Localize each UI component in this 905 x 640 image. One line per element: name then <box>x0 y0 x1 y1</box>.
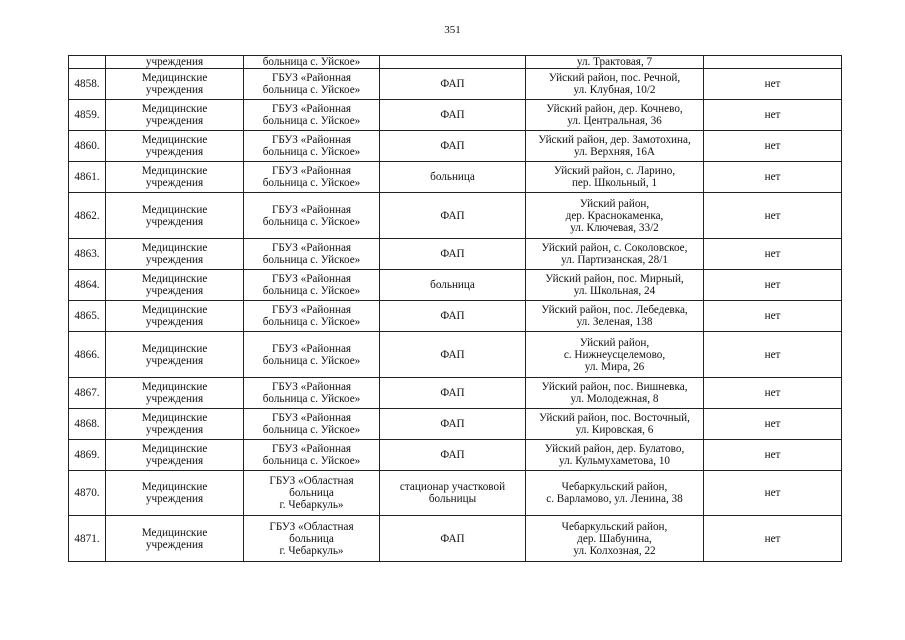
table-row <box>69 100 842 131</box>
table-row <box>69 409 842 440</box>
cell-line: учреждения <box>145 215 204 228</box>
cell-line: больница с. Уйское» <box>262 177 361 189</box>
cell-line: Уйский район, с. Соколовское, <box>541 242 688 254</box>
cell-number: 4860. <box>69 131 106 162</box>
cell-line: ФАП <box>440 449 465 461</box>
cell-line: ул. Ключевая, 33/2 <box>570 221 659 234</box>
cell-line: Медицинские <box>141 273 208 285</box>
cell-organization <box>244 193 380 239</box>
table-row <box>69 239 842 270</box>
cell-line: ул. Центральная, 36 <box>567 115 662 127</box>
cell-organization <box>244 409 380 440</box>
cell-line: ФАП <box>440 109 465 121</box>
cell-facility-kind <box>380 409 526 440</box>
cell-line: нет <box>764 171 781 183</box>
cell-number: 4865. <box>69 301 106 332</box>
cell-facility-kind <box>380 471 526 516</box>
cell-line: ГБУЗ «Областная <box>269 520 354 533</box>
table-row <box>69 270 842 301</box>
cell-facility-kind <box>380 162 526 193</box>
cell-organization <box>244 516 380 562</box>
cell-line: Медицинские <box>141 242 208 254</box>
cell-address <box>526 270 704 301</box>
cell-address <box>526 301 704 332</box>
cell-line: учреждения <box>145 84 204 96</box>
cell-type <box>106 516 244 562</box>
cell-line: ГБУЗ «Районная <box>271 342 352 355</box>
cell-address <box>526 516 704 562</box>
cell-organization <box>244 239 380 270</box>
cell-line: больница с. Уйское» <box>262 215 361 228</box>
cell-line: нет <box>764 279 781 291</box>
cell-address <box>526 471 704 516</box>
cell-line: больница с. Уйское» <box>262 56 361 68</box>
cell-type <box>106 409 244 440</box>
cell-note <box>704 131 842 162</box>
cell-line: учреждения <box>145 115 204 127</box>
cell-type <box>106 56 244 69</box>
cell-organization <box>244 131 380 162</box>
cell-line: ул. Зеленая, 138 <box>576 316 653 328</box>
cell-organization <box>244 332 380 378</box>
cell-number: 4870. <box>69 471 106 516</box>
cell-facility-kind <box>380 239 526 270</box>
table-row <box>69 131 842 162</box>
cell-line: больница с. Уйское» <box>262 146 361 158</box>
cell-line: ГБУЗ «Районная <box>271 242 352 254</box>
registry-table-body <box>69 56 842 562</box>
table-row <box>69 471 842 516</box>
cell-line: учреждения <box>145 393 204 405</box>
cell-line: ФАП <box>440 140 465 152</box>
cell-address <box>526 239 704 270</box>
table-row <box>69 516 842 562</box>
cell-facility-kind <box>380 131 526 162</box>
cell-line: ФАП <box>440 532 465 545</box>
cell-note <box>704 471 842 516</box>
cell-line: нет <box>764 449 781 461</box>
cell-line: Медицинские <box>141 72 208 84</box>
cell-type <box>106 440 244 471</box>
table-row <box>69 378 842 409</box>
cell-line: больница с. Уйское» <box>262 285 361 297</box>
cell-organization <box>244 69 380 100</box>
cell-organization <box>244 301 380 332</box>
cell-line: Чебаркульский район, <box>561 481 668 493</box>
cell-type <box>106 378 244 409</box>
cell-line: учреждения <box>145 316 204 328</box>
cell-line: ГБУЗ «Районная <box>271 134 352 146</box>
cell-line: Медицинские <box>141 134 208 146</box>
cell-line: больница с. Уйское» <box>262 424 361 436</box>
cell-line: Медицинские <box>141 412 208 424</box>
cell-line: Уйский район, дер. Булатово, <box>544 443 685 455</box>
cell-line: больница с. Уйское» <box>262 254 361 266</box>
cell-number: 4861. <box>69 162 106 193</box>
table-row <box>69 69 842 100</box>
table-row <box>69 332 842 378</box>
cell-line: ФАП <box>440 348 465 361</box>
cell-facility-kind <box>380 56 526 69</box>
cell-line: больница с. Уйское» <box>262 455 361 467</box>
cell-line: учреждения <box>145 538 204 551</box>
registry-table <box>68 55 842 562</box>
cell-line: нет <box>764 532 781 545</box>
cell-facility-kind <box>380 69 526 100</box>
cell-note <box>704 270 842 301</box>
cell-address <box>526 56 704 69</box>
cell-facility-kind <box>380 100 526 131</box>
cell-line: ул. Партизанская, 28/1 <box>561 254 668 266</box>
cell-line: нет <box>764 387 781 399</box>
table-row <box>69 193 842 239</box>
cell-organization <box>244 162 380 193</box>
cell-line: Медицинские <box>141 481 208 493</box>
cell-note <box>704 516 842 562</box>
cell-number: 4868. <box>69 409 106 440</box>
cell-line: Уйский район, дер. Замотохина, <box>538 134 691 146</box>
cell-number: 4859. <box>69 100 106 131</box>
cell-number: 4863. <box>69 239 106 270</box>
cell-number: 4858. <box>69 69 106 100</box>
cell-line: ГБУЗ «Районная <box>271 381 352 393</box>
cell-line: г. Чебаркуль» <box>279 499 344 511</box>
cell-line: ул. Трактовая, 7 <box>576 56 653 68</box>
cell-organization <box>244 440 380 471</box>
cell-number: 4866. <box>69 332 106 378</box>
cell-line: больница <box>430 279 475 291</box>
table-row <box>69 162 842 193</box>
cell-note <box>704 100 842 131</box>
cell-address <box>526 409 704 440</box>
cell-line: учреждения <box>145 493 204 505</box>
cell-address <box>526 378 704 409</box>
cell-line: ФАП <box>440 310 465 322</box>
page-number: 351 <box>444 24 461 36</box>
cell-line: ул. Молодежная, 8 <box>570 393 659 405</box>
cell-line: ГБУЗ «Районная <box>271 103 352 115</box>
cell-line: Медицинские <box>141 443 208 455</box>
cell-line: Медицинские <box>141 304 208 316</box>
cell-line: ФАП <box>440 387 465 399</box>
cell-note <box>704 440 842 471</box>
cell-line: стационар участковой <box>399 481 506 493</box>
cell-line: ГБУЗ «Районная <box>271 273 352 285</box>
cell-number <box>69 56 106 69</box>
table-row <box>69 301 842 332</box>
cell-organization <box>244 56 380 69</box>
cell-address <box>526 131 704 162</box>
cell-facility-kind <box>380 193 526 239</box>
cell-type <box>106 193 244 239</box>
cell-line: Чебаркульский район, <box>561 520 668 533</box>
cell-organization <box>244 471 380 516</box>
cell-line: ГБУЗ «Районная <box>271 412 352 424</box>
cell-line: пер. Школьный, 1 <box>571 177 658 189</box>
cell-address <box>526 100 704 131</box>
cell-organization <box>244 100 380 131</box>
cell-type <box>106 239 244 270</box>
cell-line: учреждения <box>145 285 204 297</box>
cell-line: Уйский район, дер. Кочнево, <box>546 103 683 115</box>
cell-line: Медицинские <box>141 103 208 115</box>
cell-line: учреждения <box>145 254 204 266</box>
cell-line: Уйский район, <box>579 197 650 210</box>
cell-line: с. Варламово, ул. Ленина, 38 <box>546 493 683 505</box>
cell-line: Медицинские <box>141 203 208 216</box>
cell-number: 4867. <box>69 378 106 409</box>
cell-type <box>106 332 244 378</box>
cell-note <box>704 378 842 409</box>
cell-line: ул. Клубная, 10/2 <box>573 84 656 96</box>
table-row <box>69 56 842 69</box>
cell-note <box>704 239 842 270</box>
cell-line: учреждения <box>145 146 204 158</box>
cell-line: ул. Колхозная, 22 <box>573 544 656 557</box>
cell-note <box>704 56 842 69</box>
cell-line: нет <box>764 487 781 499</box>
cell-line: нет <box>764 140 781 152</box>
cell-line: г. Чебаркуль» <box>279 544 344 557</box>
cell-line: ГБУЗ «Районная <box>271 165 352 177</box>
cell-line: нет <box>764 348 781 361</box>
cell-line: больница <box>430 171 475 183</box>
cell-facility-kind <box>380 332 526 378</box>
cell-line: ГБУЗ «Областная <box>269 475 354 487</box>
cell-line: с. Нижнеусцелемово, <box>563 348 666 361</box>
cell-type <box>106 301 244 332</box>
cell-line: ФАП <box>440 78 465 90</box>
cell-facility-kind <box>380 440 526 471</box>
cell-line: Уйский район, пос. Речной, <box>548 72 681 84</box>
cell-line: ГБУЗ «Районная <box>271 304 352 316</box>
table-row <box>69 440 842 471</box>
cell-line: больница с. Уйское» <box>262 354 361 367</box>
cell-line: Уйский район, с. Ларино, <box>553 165 676 177</box>
cell-facility-kind <box>380 516 526 562</box>
cell-line: ул. Мира, 26 <box>584 360 645 373</box>
cell-address <box>526 193 704 239</box>
cell-line: нет <box>764 310 781 322</box>
cell-type <box>106 100 244 131</box>
cell-line: ФАП <box>440 418 465 430</box>
cell-line: нет <box>764 248 781 260</box>
cell-number: 4862. <box>69 193 106 239</box>
cell-line: Уйский район, <box>579 336 650 349</box>
cell-line: нет <box>764 209 781 222</box>
cell-line: учреждения <box>145 424 204 436</box>
cell-line: ул. Верхняя, 16А <box>573 146 656 158</box>
cell-note <box>704 409 842 440</box>
cell-line: нет <box>764 78 781 90</box>
cell-line: больница <box>289 532 334 545</box>
cell-organization <box>244 270 380 301</box>
cell-line: ФАП <box>440 209 465 222</box>
cell-line: ГБУЗ «Районная <box>271 203 352 216</box>
cell-line: больницы <box>428 493 477 505</box>
cell-note <box>704 332 842 378</box>
cell-line: больница с. Уйское» <box>262 393 361 405</box>
cell-note <box>704 69 842 100</box>
cell-line: ГБУЗ «Районная <box>271 72 352 84</box>
cell-note <box>704 193 842 239</box>
cell-type <box>106 471 244 516</box>
cell-line: ул. Кульмухаметова, 10 <box>558 455 671 467</box>
cell-facility-kind <box>380 270 526 301</box>
cell-address <box>526 69 704 100</box>
cell-note <box>704 301 842 332</box>
cell-line: учреждения <box>145 177 204 189</box>
cell-line: дер. Краснокаменка, <box>565 209 664 222</box>
cell-line: больница с. Уйское» <box>262 84 361 96</box>
cell-number: 4871. <box>69 516 106 562</box>
cell-facility-kind <box>380 378 526 409</box>
cell-line: дер. Шабунина, <box>577 532 652 545</box>
cell-number: 4869. <box>69 440 106 471</box>
cell-line: Медицинские <box>141 381 208 393</box>
cell-line: учреждения <box>145 354 204 367</box>
cell-organization <box>244 378 380 409</box>
cell-line: нет <box>764 109 781 121</box>
cell-line: ФАП <box>440 248 465 260</box>
cell-line: ул. Кировская, 6 <box>575 424 654 436</box>
cell-line: нет <box>764 418 781 430</box>
cell-type <box>106 69 244 100</box>
cell-type <box>106 162 244 193</box>
cell-note <box>704 162 842 193</box>
cell-line: Уйский район, пос. Лебедевка, <box>541 304 688 316</box>
cell-line: учреждения <box>145 56 204 68</box>
cell-line: Медицинские <box>141 526 208 539</box>
cell-number: 4864. <box>69 270 106 301</box>
cell-line: больница <box>289 487 334 499</box>
cell-type <box>106 270 244 301</box>
cell-line: больница с. Уйское» <box>262 316 361 328</box>
cell-line: Уйский район, пос. Вишневка, <box>541 381 688 393</box>
cell-line: ГБУЗ «Районная <box>271 443 352 455</box>
cell-line: ул. Школьная, 24 <box>573 285 656 297</box>
cell-address <box>526 332 704 378</box>
cell-line: учреждения <box>145 455 204 467</box>
cell-line: Медицинские <box>141 165 208 177</box>
cell-address <box>526 162 704 193</box>
cell-type <box>106 131 244 162</box>
cell-line: больница с. Уйское» <box>262 115 361 127</box>
cell-line: Уйский район, пос. Восточный, <box>539 412 690 424</box>
cell-line: Медицинские <box>141 342 208 355</box>
cell-facility-kind <box>380 301 526 332</box>
cell-address <box>526 440 704 471</box>
cell-line: Уйский район, пос. Мирный, <box>545 273 684 285</box>
